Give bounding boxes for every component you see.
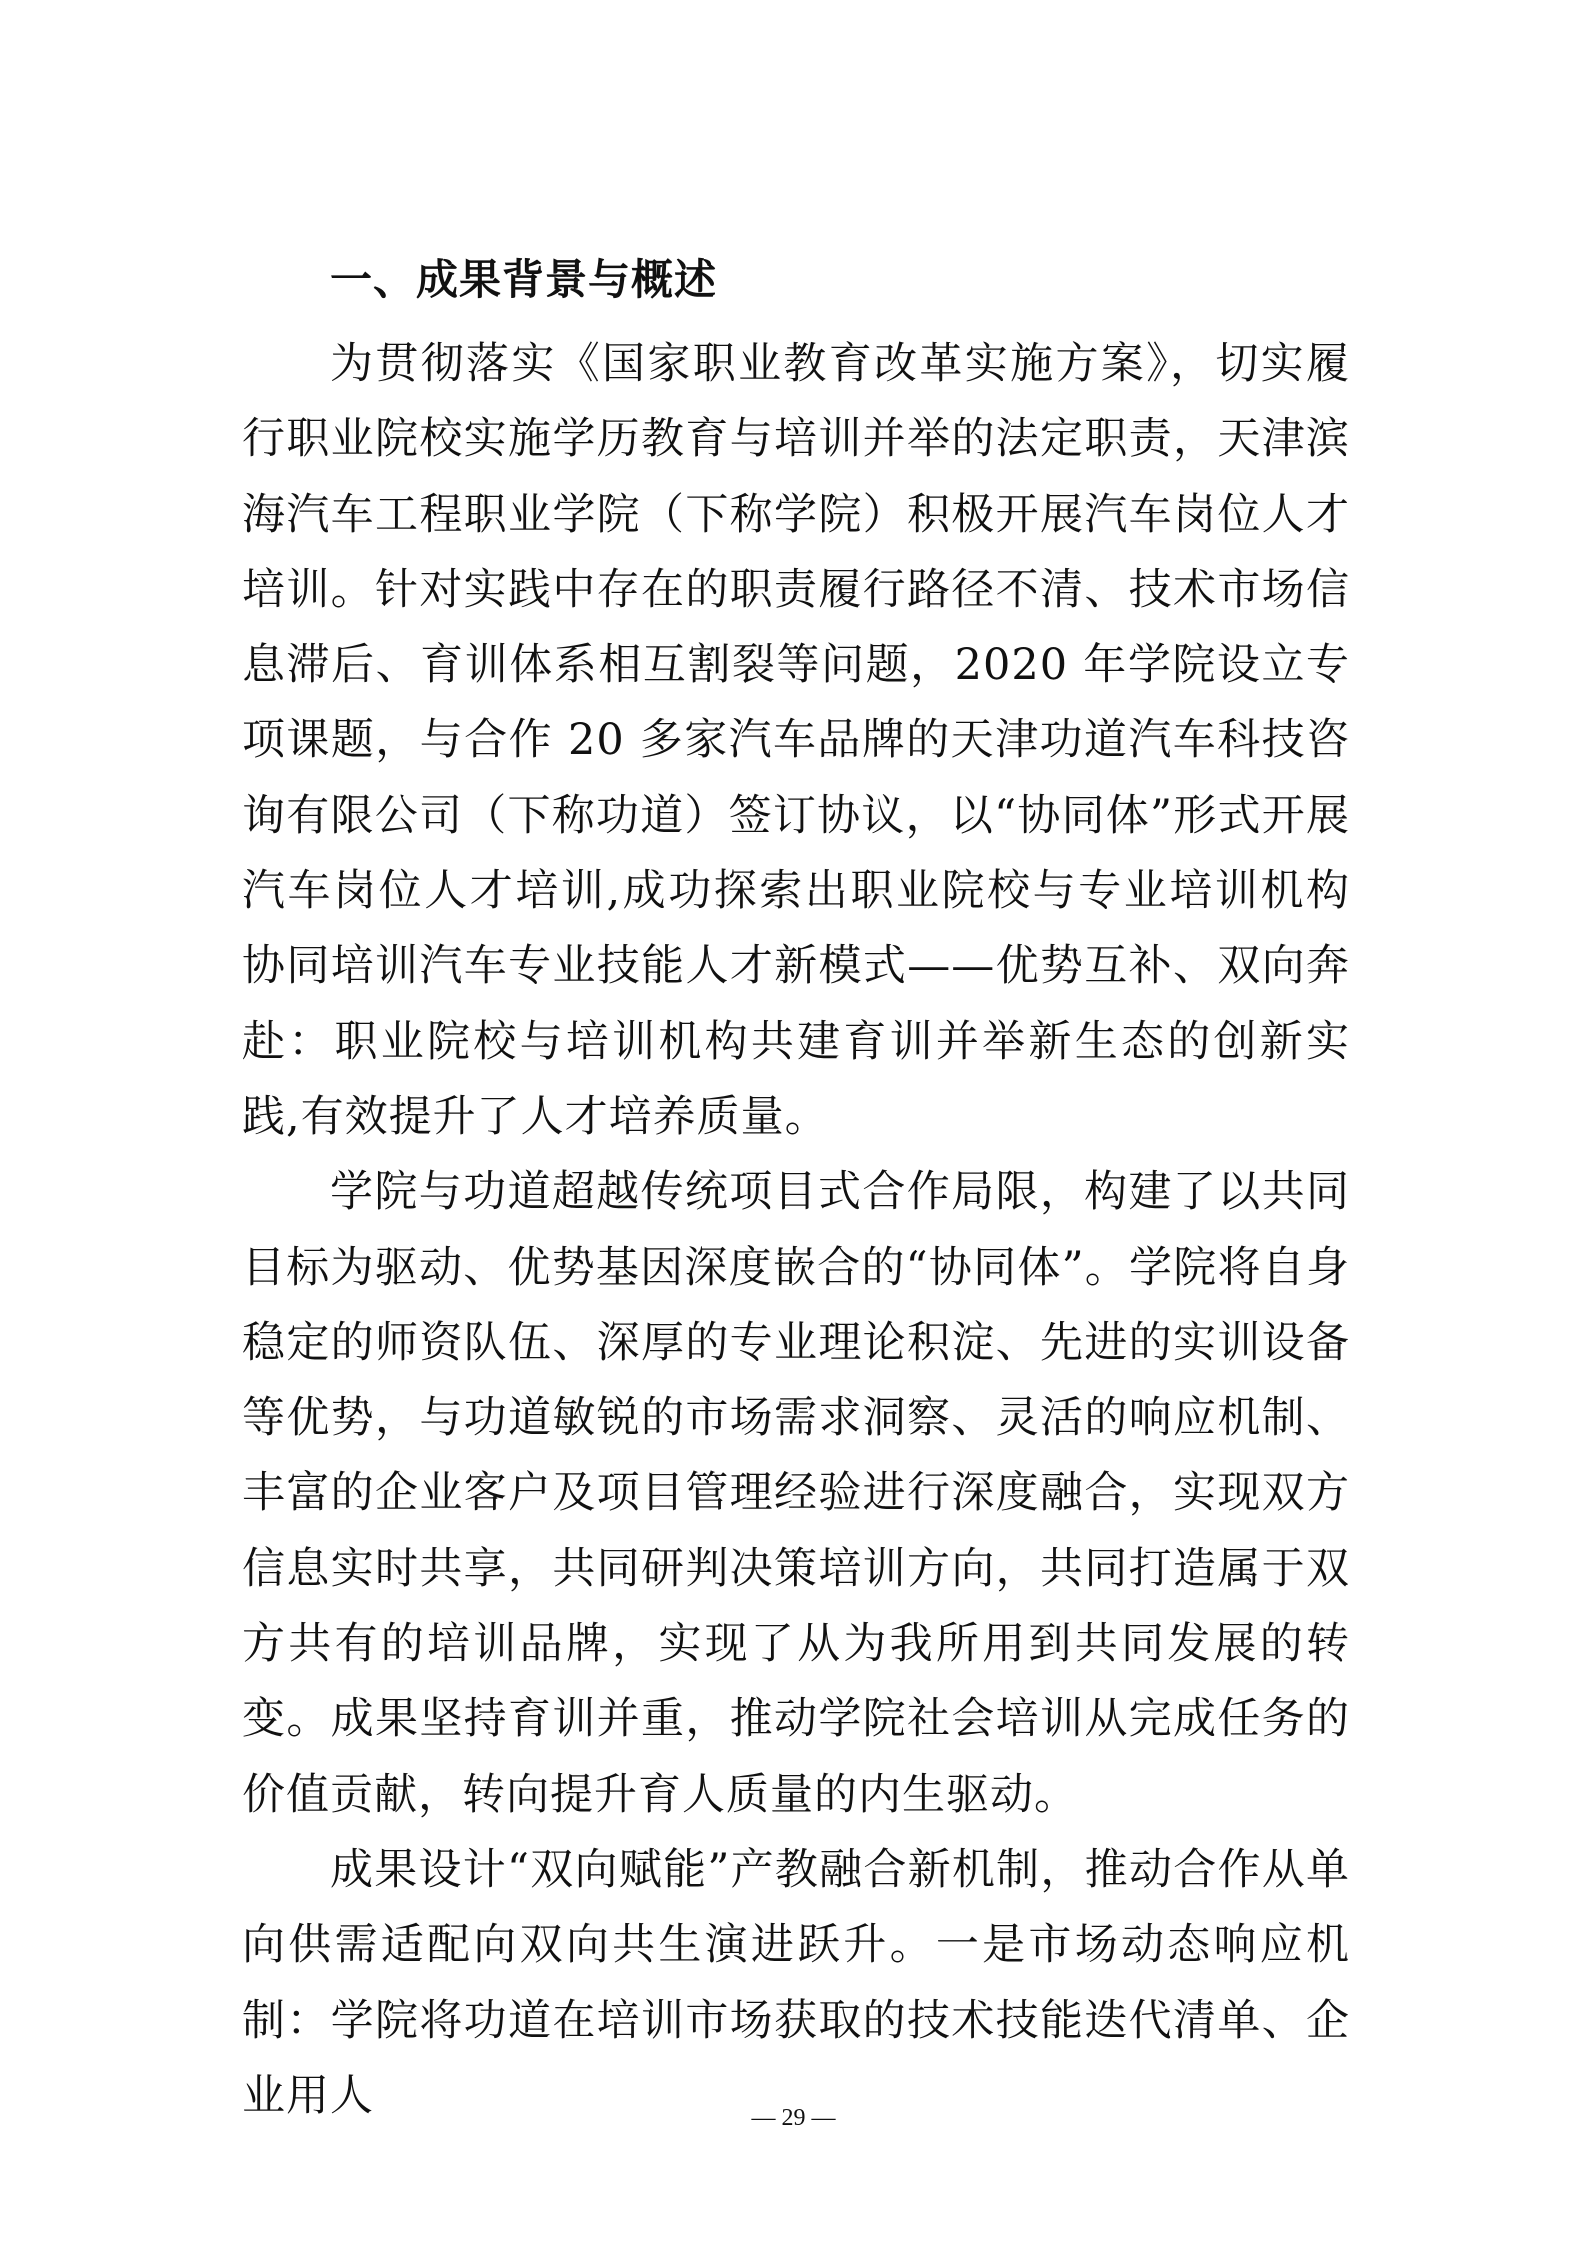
paragraph-collaboration: 学院与功道超越传统项目式合作局限，构建了以共同目标为驱动、优势基因深度嵌合的“协同体”。学院将自身稳定的师资队伍、深厚的专业理论积淀、先进的实训设备等优势，与功道敏锐的市场需求洞察、灵活的响应机制、丰富的企业客户及项目管理经验进行深度融合，实现双方信息实时共享，共同研判决策培训方向，共同打造属于双方共有的培训品牌，实现了从为我所用到共同发展的转变。成果坚持育训并重，推动学院社会培训从完成任务的价值贡献，转向提升育人质量的内生驱动。 — [242, 1167, 1350, 1820]
paragraph-background: 为贯彻落实《国家职业教育改革实施方案》，切实履行职业院校实施学历教育与培训并举的法定职责，天津滨海汽车工程职业学院（下称学院）积极开展汽车岗位人才培训。针对实践中存在的职责履行路径不清、技术市场信息滞后、育训体系相互割裂等问题，2020 年学院设立专项课题，与合作 20 多家汽车品牌的天津功道汽车科技咨询有限公司（下称功道）签订协议，以“协同体”形式开展汽车岗位人才培训,成功探索出职业院校与专业培训机构协同培训汽车专业技能人才新模式——优势互补、双向奔赴：职业院校与培训机构共建育训并举新生态的创新实践,有效提升了人才培养质量。 — [242, 339, 1350, 1142]
document-body — [242, 248, 1350, 2134]
page-number: — 29 — — [751, 2105, 836, 2131]
paragraph-mechanism: 成果设计“双向赋能”产教融合新机制，推动合作从单向供需适配向双向共生演进跃升。一是市场动态响应机制：学院将功道在培训市场获取的技术技能迭代清单、企业用人 — [242, 1844, 1350, 2121]
section-heading: 一、成果背景与概述 — [330, 255, 718, 304]
